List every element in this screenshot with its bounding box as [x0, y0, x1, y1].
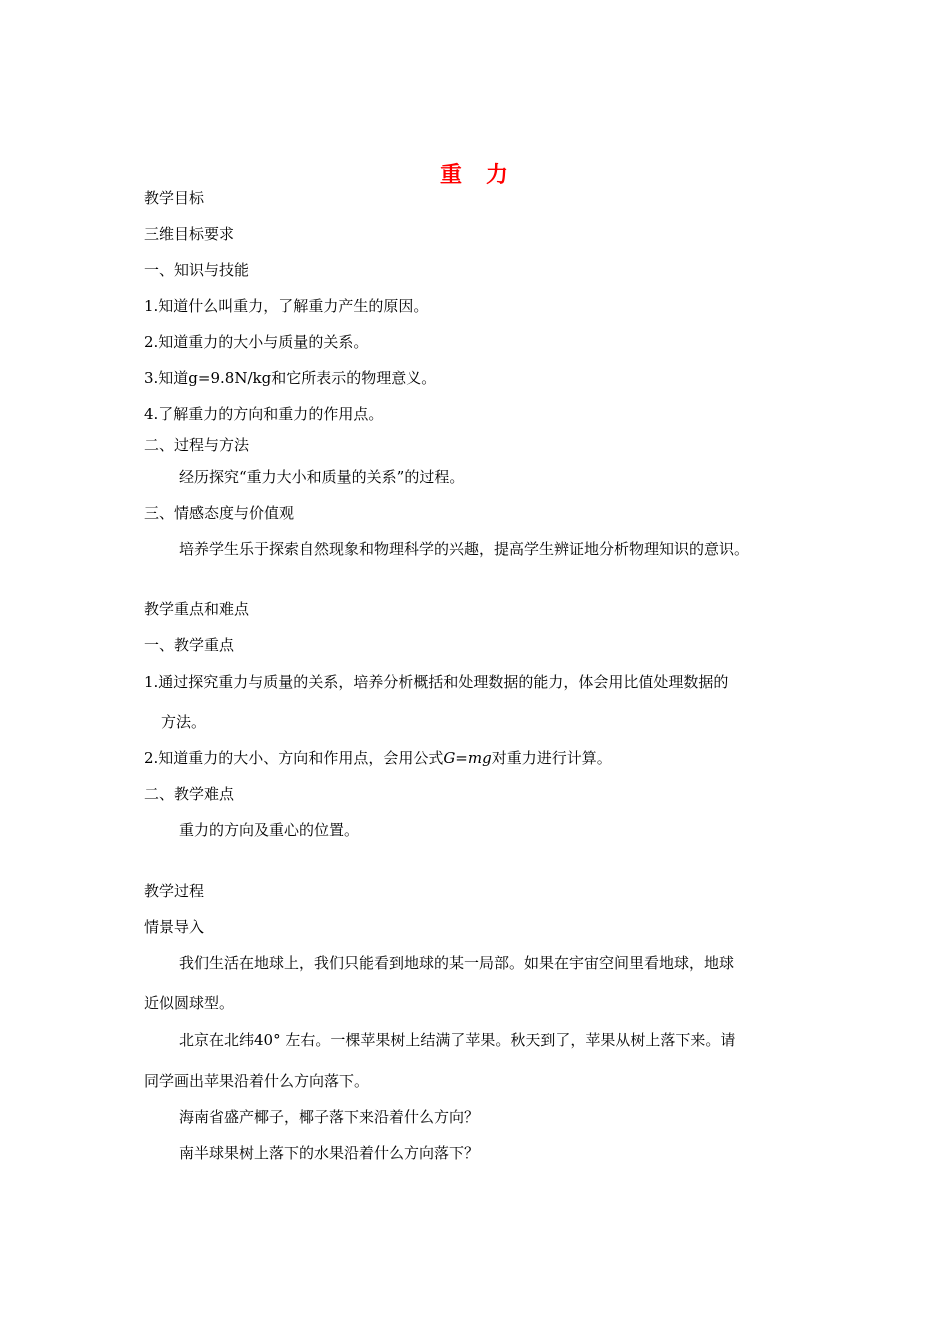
- intro-paragraph-2-line-2: 同学画出苹果沿着什么方向落下。: [144, 1072, 370, 1090]
- focus-item-1-line-2: 方法。: [161, 713, 207, 731]
- emotion-text: 培养学生乐于探索自然现象和物理科学的兴趣，提高学生辨证地分析物理知识的意识。: [179, 540, 750, 558]
- title-part-2: 力: [486, 162, 511, 188]
- intro-paragraph-3: 海南省盛产椰子，椰子落下来沿着什么方向？: [179, 1108, 480, 1126]
- intro-paragraph-1-line-1: 我们生活在地球上，我们只能看到地球的某一局部。如果在宇宙空间里看地球，地球: [179, 954, 735, 972]
- key-points-heading: 教学重点和难点: [144, 600, 250, 618]
- process-method-text: 经历探究“重力大小和质量的关系”的过程。: [179, 468, 465, 486]
- page-title: [0, 158, 950, 189]
- knowledge-item-2: 2.知道重力的大小与质量的关系。: [144, 333, 369, 351]
- objectives-sub-heading: 三维目标要求: [144, 225, 235, 243]
- process-method-heading: 二、过程与方法: [144, 436, 250, 454]
- focus-item-2: [144, 748, 612, 768]
- knowledge-heading: 一、知识与技能: [144, 261, 250, 279]
- focus-item-2-text-after: 对重力进行计算。: [491, 749, 612, 767]
- emotion-heading: 三、情感态度与价值观: [144, 504, 295, 522]
- focus-item-1-line-1: 1.通过探究重力与质量的关系，培养分析概括和处理数据的能力，体会用比值处理数据的: [144, 673, 729, 691]
- intro-paragraph-4: 南半球果树上落下的水果沿着什么方向落下？: [179, 1144, 480, 1162]
- intro-paragraph-2-line-1: 北京在北纬40° 左右。一棵苹果树上结满了苹果。秋天到了，苹果从树上落下来。请: [179, 1031, 736, 1049]
- objectives-heading: 教学目标: [144, 189, 205, 207]
- focus-heading: 一、教学重点: [144, 636, 235, 654]
- intro-paragraph-1-line-2: 近似圆球型。: [144, 994, 235, 1012]
- focus-item-2-text-before: 2.知道重力的大小、方向和作用点，会用公式: [144, 749, 444, 767]
- gravity-formula: G=mg: [443, 749, 492, 767]
- difficulty-heading: 二、教学难点: [144, 785, 235, 803]
- difficulty-text: 重力的方向及重心的位置。: [179, 821, 360, 839]
- knowledge-item-4: 4.了解重力的方向和重力的作用点。: [144, 405, 384, 423]
- knowledge-item-3: 3.知道g=9.8N/kg和它所表示的物理意义。: [144, 369, 437, 387]
- intro-heading: 情景导入: [144, 918, 205, 936]
- teaching-process-heading: 教学过程: [144, 882, 205, 900]
- knowledge-item-1: 1.知道什么叫重力，了解重力产生的原因。: [144, 297, 429, 315]
- title-part-1: 重: [439, 162, 464, 188]
